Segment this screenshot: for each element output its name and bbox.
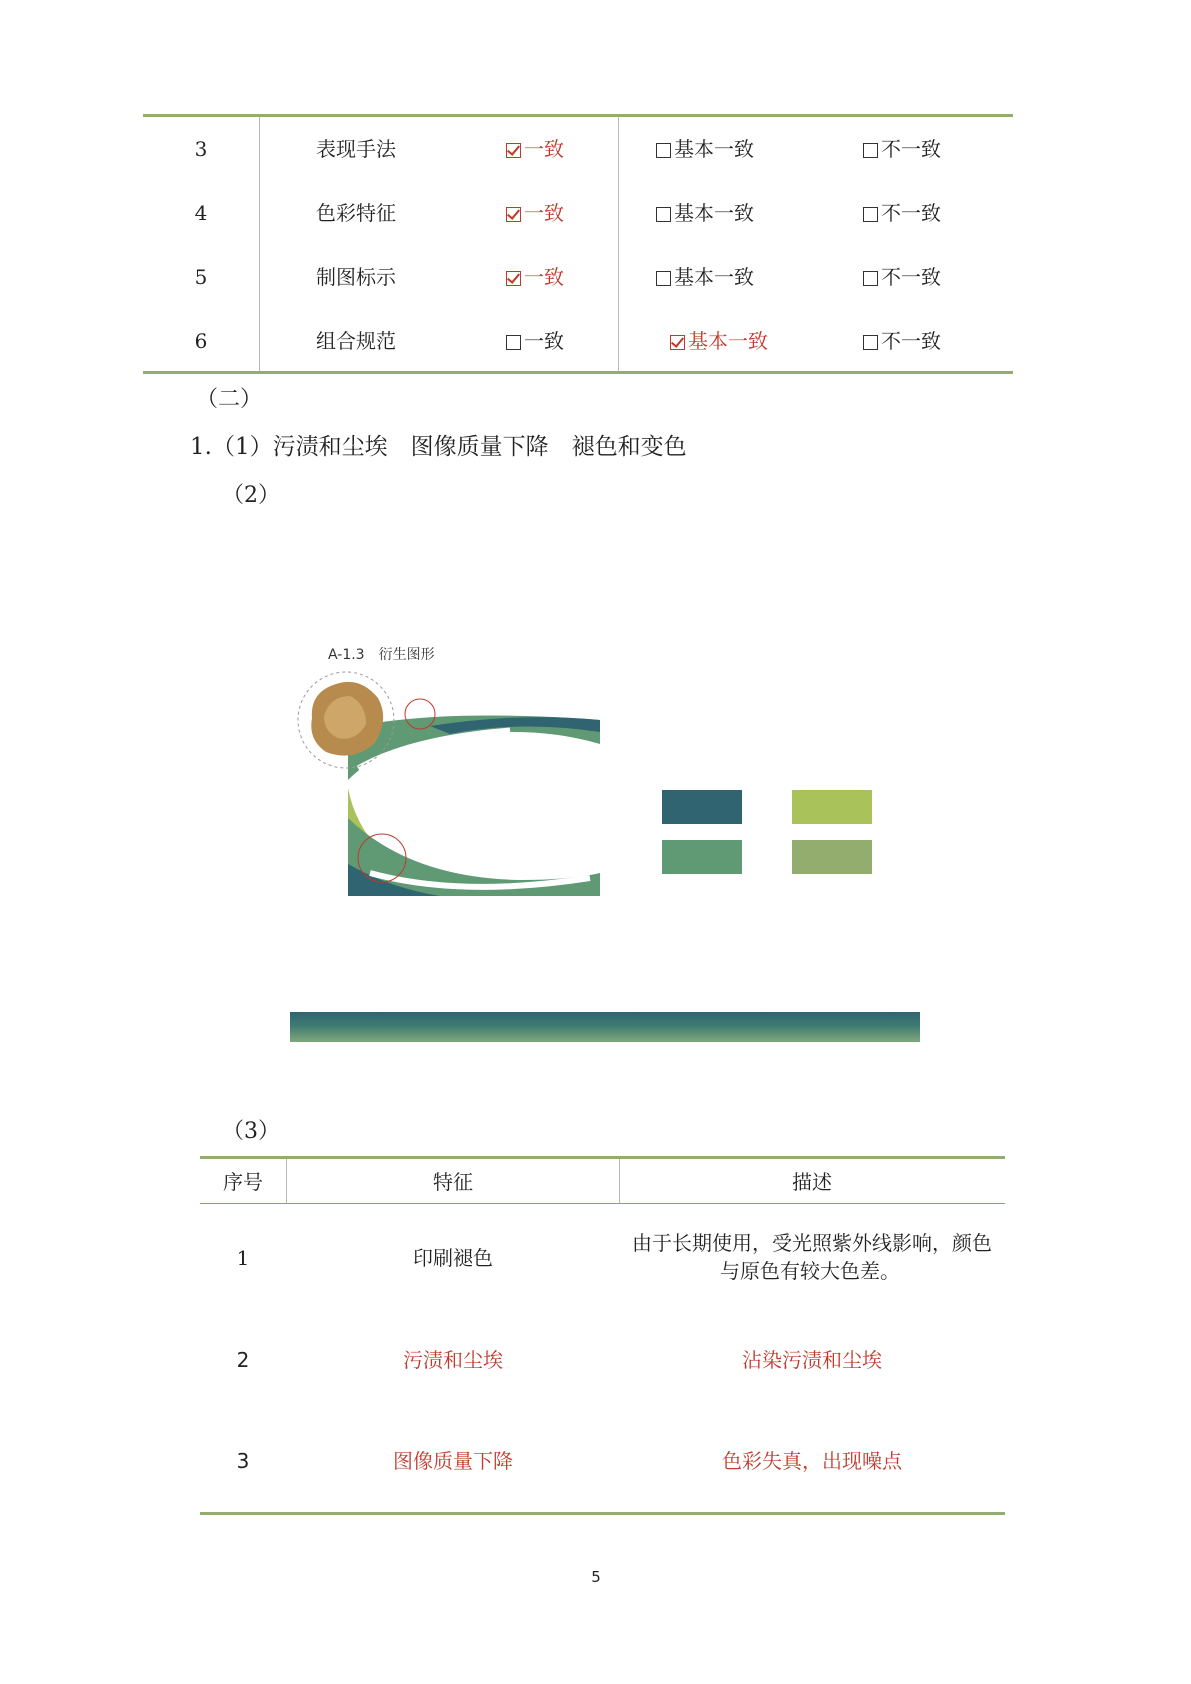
option-consistent[interactable]: 一致: [506, 201, 564, 225]
table2-row-number: 2: [236, 1348, 250, 1372]
color-swatch-teal: [662, 790, 742, 824]
table1-row-item: 组合规范: [316, 329, 396, 353]
checked-checkbox-icon: [506, 207, 521, 222]
color-gradient-strip: [290, 1012, 920, 1042]
option-consistent[interactable]: 一致: [506, 137, 564, 161]
option-consistent[interactable]: 一致: [506, 329, 564, 353]
table2-row-feature: 图像质量下降: [393, 1449, 513, 1473]
table2-row-feature: 污渍和尘埃: [403, 1348, 503, 1372]
table2-header-description: 描述: [792, 1170, 832, 1194]
option-inconsistent[interactable]: 不一致: [863, 201, 941, 225]
table2-row-description-line2: 与原色有较大色差。: [720, 1259, 900, 1283]
table2-divider: [286, 1159, 287, 1203]
table2-row-description: 由于长期使用，受光照紫外线影响，颜色: [632, 1231, 992, 1255]
checked-checkbox-icon: [506, 143, 521, 158]
table1-row-number: 6: [194, 329, 208, 353]
option-consistent[interactable]: 一致: [506, 265, 564, 289]
table1-divider: [618, 117, 619, 371]
table1-row-number: 5: [194, 265, 208, 289]
question-2-label: （2）: [222, 483, 280, 508]
table2-row-description: 色彩失真，出现噪点: [722, 1449, 902, 1473]
derived-graphic-illustration: [290, 668, 610, 908]
color-swatch-green: [662, 840, 742, 874]
table1-row-item: 色彩特征: [316, 201, 396, 225]
table1-divider: [259, 117, 260, 371]
table2-divider: [619, 1159, 620, 1203]
option-basically-consistent[interactable]: 基本一致: [670, 329, 768, 353]
option-basically-consistent[interactable]: 基本一致: [656, 201, 754, 225]
table1-row-item: 表现手法: [316, 137, 396, 161]
table1-row-number: 3: [194, 137, 208, 161]
table2-header-number: 序号: [223, 1170, 263, 1194]
table1-row-item: 制图标示: [316, 265, 396, 289]
checkbox-icon: [863, 335, 878, 350]
option-inconsistent[interactable]: 不一致: [863, 329, 941, 353]
table2-bottom-rule: [200, 1512, 1005, 1515]
table1-top-rule: [143, 114, 1013, 117]
table2-row-number: 1: [236, 1246, 250, 1270]
checkbox-icon: [863, 207, 878, 222]
option-basically-consistent[interactable]: 基本一致: [656, 265, 754, 289]
option-basically-consistent[interactable]: 基本一致: [656, 137, 754, 161]
table2-header-feature: 特征: [433, 1170, 473, 1194]
table2-top-rule: [200, 1156, 1005, 1159]
table2-header-rule: [200, 1203, 1005, 1204]
table2-row-feature: 印刷褪色: [413, 1246, 493, 1270]
checked-checkbox-icon: [670, 335, 685, 350]
section-heading: （二）: [196, 387, 263, 412]
figure-caption: A-1.3 衍生图形: [328, 647, 435, 663]
table2-row-description: 沾染污渍和尘埃: [742, 1348, 882, 1372]
option-inconsistent[interactable]: 不一致: [863, 137, 941, 161]
checkbox-icon: [656, 207, 671, 222]
option-inconsistent[interactable]: 不一致: [863, 265, 941, 289]
table1-bottom-rule: [143, 371, 1013, 374]
design-figure: [290, 640, 930, 1060]
checkbox-icon: [656, 271, 671, 286]
page-number: 5: [591, 1568, 601, 1586]
table1-row-number: 4: [194, 201, 208, 225]
checkbox-icon: [656, 143, 671, 158]
color-swatch-lime: [792, 790, 872, 824]
question-1-answer-line: 1.（1）污渍和尘埃 图像质量下降 褪色和变色: [190, 434, 687, 460]
checkbox-icon: [863, 143, 878, 158]
color-swatch-olive: [792, 840, 872, 874]
checkbox-icon: [863, 271, 878, 286]
table2-row-number: 3: [236, 1449, 250, 1473]
checkbox-icon: [506, 335, 521, 350]
question-3-label: （3）: [222, 1119, 280, 1144]
checked-checkbox-icon: [506, 271, 521, 286]
